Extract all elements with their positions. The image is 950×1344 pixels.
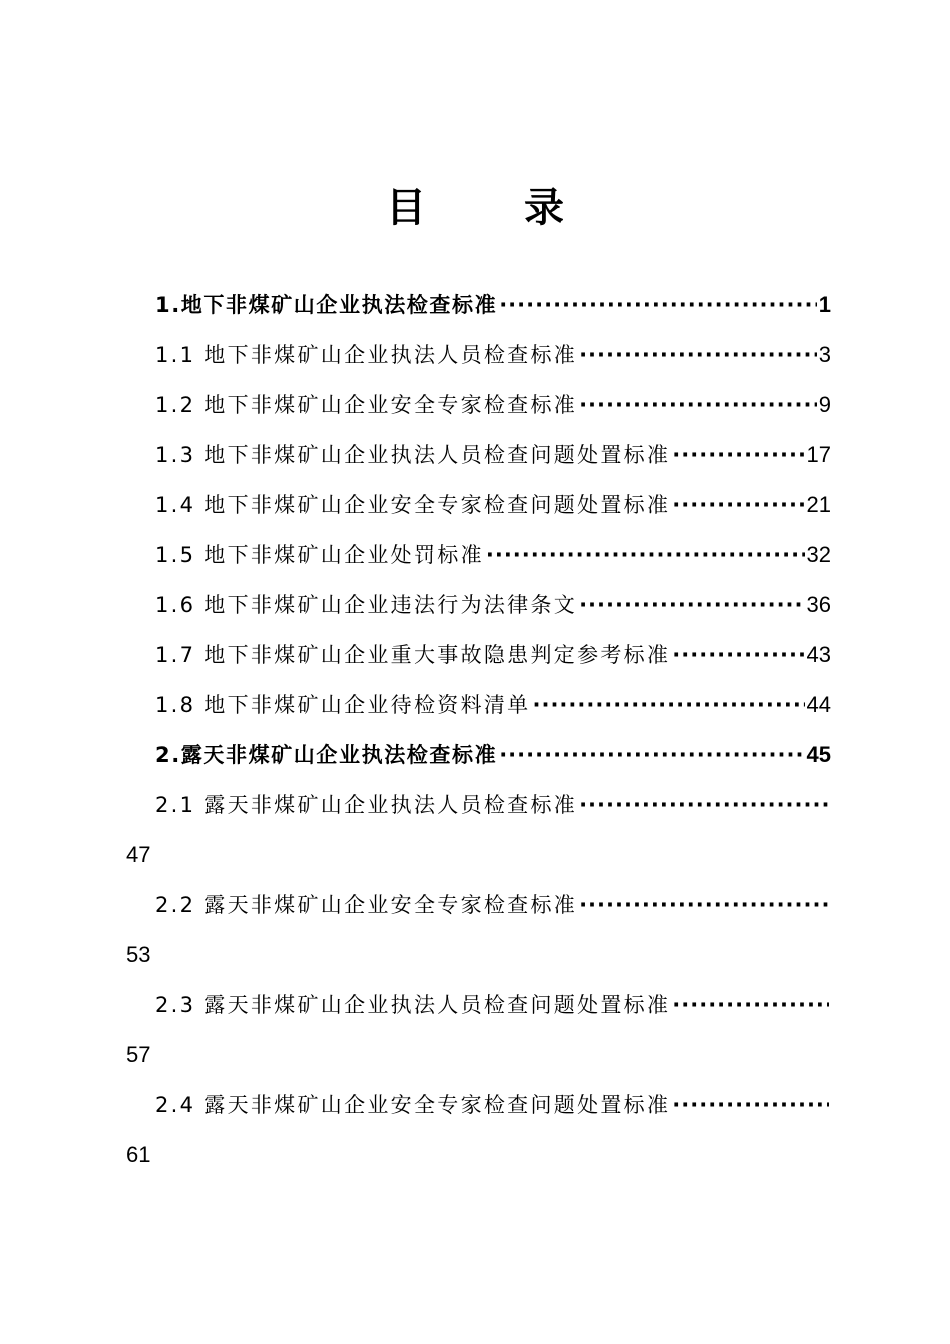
toc-entry-page: 44 — [806, 692, 831, 717]
toc-entry[interactable] — [0, 530, 950, 580]
toc-entry-label: 1.2 地下非煤矿山企业安全专家检查标准 — [155, 393, 578, 417]
toc-entry-page: 21 — [806, 492, 831, 517]
toc-entry[interactable] — [0, 630, 950, 680]
toc-entry-page: 61 — [126, 1142, 151, 1167]
toc-entry-page: 47 — [126, 842, 151, 867]
toc-entry[interactable] — [0, 780, 950, 830]
toc-entry-page-wrapped — [0, 1030, 950, 1080]
toc-entry[interactable] — [0, 480, 950, 530]
toc-entry-page: 43 — [806, 642, 831, 667]
toc-entry[interactable] — [0, 880, 950, 930]
dot-leader — [579, 880, 829, 930]
toc-entry-page: 9 — [818, 392, 831, 417]
toc-entry[interactable] — [0, 980, 950, 1030]
toc-entry-page: 45 — [806, 742, 831, 767]
toc-entry-label: 2.1 露天非煤矿山企业执法人员检查标准 — [155, 793, 578, 817]
toc-entry-label: 2.露天非煤矿山企业执法检查标准 — [155, 743, 498, 767]
toc-entry[interactable] — [0, 330, 950, 380]
toc-entry[interactable] — [0, 730, 950, 780]
toc-entry-label: 1.8 地下非煤矿山企业待检资料清单 — [155, 693, 531, 717]
dot-leader — [672, 980, 829, 1030]
toc-entry[interactable] — [0, 680, 950, 730]
toc-entry[interactable] — [0, 280, 950, 330]
toc-entry-page-wrapped — [0, 830, 950, 880]
toc-entry[interactable] — [0, 580, 950, 630]
toc-entry-label: 2.3 露天非煤矿山企业执法人员检查问题处置标准 — [155, 993, 671, 1017]
page-title: 目 录 — [386, 185, 606, 231]
dot-leader — [486, 530, 805, 580]
toc-entry-label: 1.4 地下非煤矿山企业安全专家检查问题处置标准 — [155, 493, 671, 517]
toc-entry-page: 57 — [126, 1042, 151, 1067]
toc-entry-page: 17 — [806, 442, 831, 467]
toc-entry-label: 1.1 地下非煤矿山企业执法人员检查标准 — [155, 343, 578, 367]
dot-leader — [579, 780, 829, 830]
toc-entry-page: 53 — [126, 942, 151, 967]
toc-entry[interactable] — [0, 380, 950, 430]
dot-leader — [672, 430, 804, 480]
toc-entry-page: 36 — [806, 592, 831, 617]
toc-entry-page: 3 — [818, 342, 831, 367]
dot-leader — [499, 730, 804, 780]
toc-entry-page-wrapped — [0, 930, 950, 980]
dot-leader — [672, 630, 804, 680]
dot-leader — [579, 330, 817, 380]
dot-leader — [579, 380, 817, 430]
toc-entry-page: 32 — [806, 542, 831, 567]
dot-leader — [579, 580, 804, 630]
dot-leader — [672, 480, 804, 530]
table-of-contents — [0, 280, 950, 1180]
toc-entry-label: 1.3 地下非煤矿山企业执法人员检查问题处置标准 — [155, 443, 671, 467]
dot-leader — [672, 1080, 829, 1130]
toc-entry[interactable] — [0, 1080, 950, 1130]
dot-leader — [499, 280, 817, 330]
toc-entry-page: 1 — [818, 292, 831, 317]
toc-entry-label: 1.5 地下非煤矿山企业处罚标准 — [155, 543, 484, 567]
toc-entry-label: 1.7 地下非煤矿山企业重大事故隐患判定参考标准 — [155, 643, 671, 667]
toc-entry-label: 1.地下非煤矿山企业执法检查标准 — [155, 293, 498, 317]
toc-entry[interactable] — [0, 430, 950, 480]
toc-entry-label: 2.2 露天非煤矿山企业安全专家检查标准 — [155, 893, 578, 917]
toc-entry-label: 2.4 露天非煤矿山企业安全专家检查问题处置标准 — [155, 1093, 671, 1117]
toc-entry-page-wrapped — [0, 1130, 950, 1180]
toc-entry-label: 1.6 地下非煤矿山企业违法行为法律条文 — [155, 593, 578, 617]
dot-leader — [532, 680, 804, 730]
